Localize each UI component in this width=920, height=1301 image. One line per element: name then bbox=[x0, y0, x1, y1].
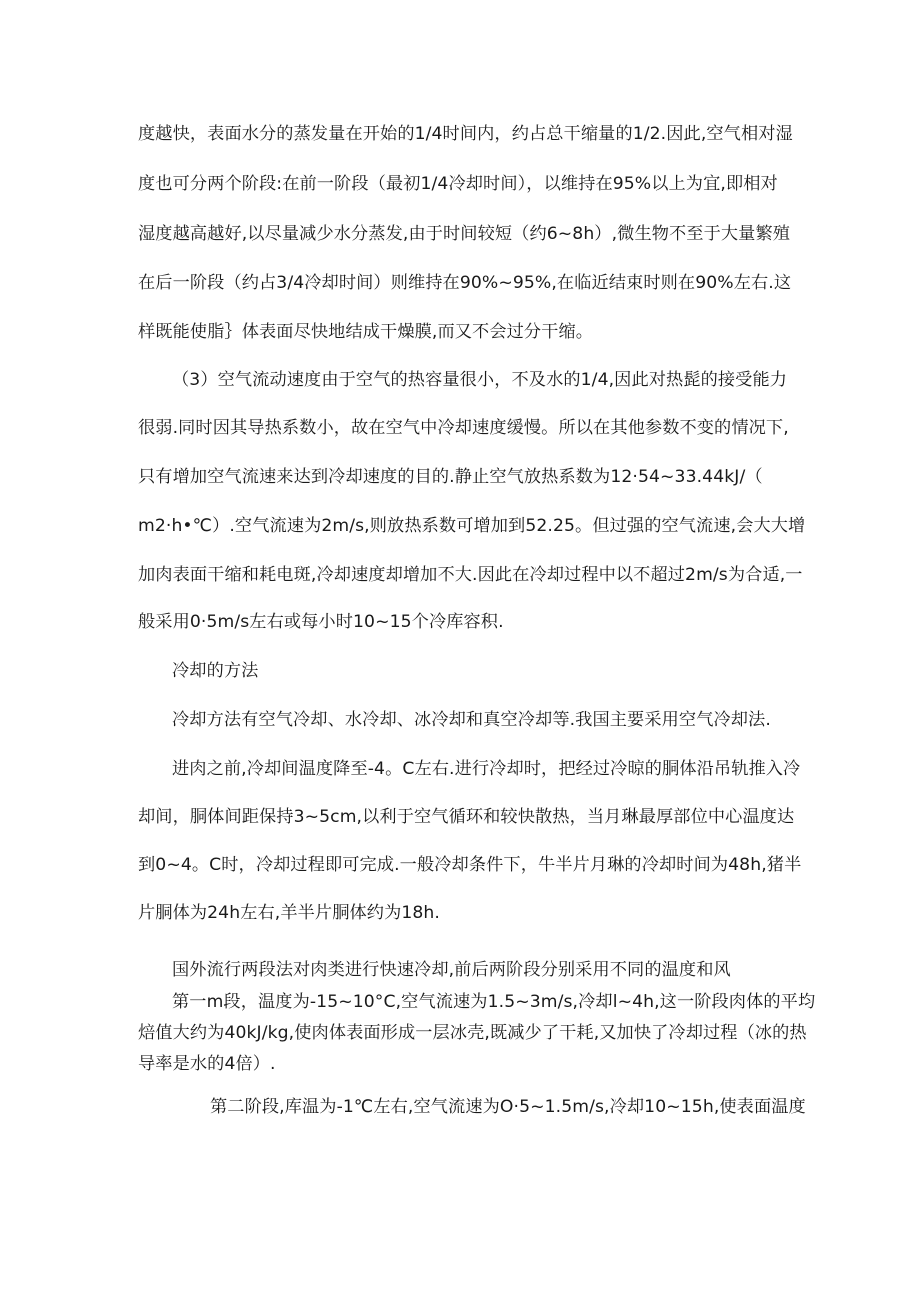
text-line-6: （3）空气流动速度由于空气的热容量很小，不及水的1/4,因此对热髭的接受能力 bbox=[172, 370, 788, 390]
text-line-22: 第二阶段,库温为-1℃左右,空气流速为O·5~1.5m∕s,冷却10~15h,使表面温度 bbox=[210, 1097, 806, 1117]
text-line-19: 第一m段，温度为-15~10°C,空气流速为1.5~3m∕s,冷却l~4h,这一阶段肉体的平均 bbox=[172, 992, 816, 1012]
section-heading: 冷却的方法 bbox=[172, 661, 259, 681]
text-line-13: 冷却方法有空气冷却、水冷却、冰冷却和真空冷却等.我国主要采用空气冷却法. bbox=[172, 710, 771, 730]
text-line-21: 导率是水的4倍）. bbox=[138, 1054, 276, 1074]
text-line-3: 湿度越高越好,以尽量减少水分蒸发,由于时间较短（约6~8h）,微生物不至于大量繁殖 bbox=[138, 224, 791, 244]
text-line-5: 样既能使脂｝体表面尽快地结成干燥膜,而又不会过分干缩。 bbox=[138, 322, 594, 342]
text-line-9: m2·h•℃）.空气流速为2m∕s,则放热系数可增加到52.25。但过强的空气流速,会大大增 bbox=[138, 516, 806, 536]
text-line-1: 度越快，表面水分的蒸发量在开始的1/4时间内，约占总干缩量的1/2.因此,空气相对湿 bbox=[138, 124, 793, 144]
text-line-14: 进肉之前,冷却间温度降至-4。C左右.进行冷却时，把经过冷晾的胴体沿吊轨推入冷 bbox=[172, 759, 801, 779]
text-line-4: 在后一阶段（约占3/4冷却时间）则维持在90%~95%,在临近结束时则在90%左右.这 bbox=[138, 273, 792, 293]
text-line-7: 很弱.同时因其导热系数小，故在空气中冷却速度缓慢。所以在其他参数不变的情况下, bbox=[138, 418, 789, 438]
text-line-20: 焙值大约为40kJ∕kg,使肉体表面形成一层冰壳,既减少了干耗,又加快了冷却过程（冰的热 bbox=[138, 1023, 807, 1043]
text-line-16: 到0~4。C时，冷却过程即可完成.一般冷却条件下，牛半片月琳的冷却时间为48h,猪半 bbox=[138, 855, 802, 875]
text-line-17: 片胴体为24h左右,羊半片胴体约为18h. bbox=[138, 903, 440, 923]
text-line-8: 只有增加空气流速来达到冷却速度的目的.静止空气放热系数为12·54~33.44kJ∕（ bbox=[138, 467, 763, 487]
text-line-18: 国外流行两段法对肉类进行快速冷却,前后两阶段分别采用不同的温度和风 bbox=[172, 960, 731, 980]
text-line-11: 般采用0·5m∕s左右或每小时10~15个冷库容积. bbox=[138, 612, 504, 632]
text-line-10: 加肉表面干缩和耗电斑,冷却速度却增加不大.因此在冷却过程中以不超过2m∕s为合适,一 bbox=[138, 565, 803, 585]
text-line-2: 度也可分两个阶段:在前一阶段（最初1/4冷却时间），以维持在95%以上为宜,即相对 bbox=[138, 174, 778, 194]
text-line-15: 却间，胴体间距保持3~5cm,以利于空气循环和较快散热，当月琳最厚部位中心温度达 bbox=[138, 807, 795, 827]
